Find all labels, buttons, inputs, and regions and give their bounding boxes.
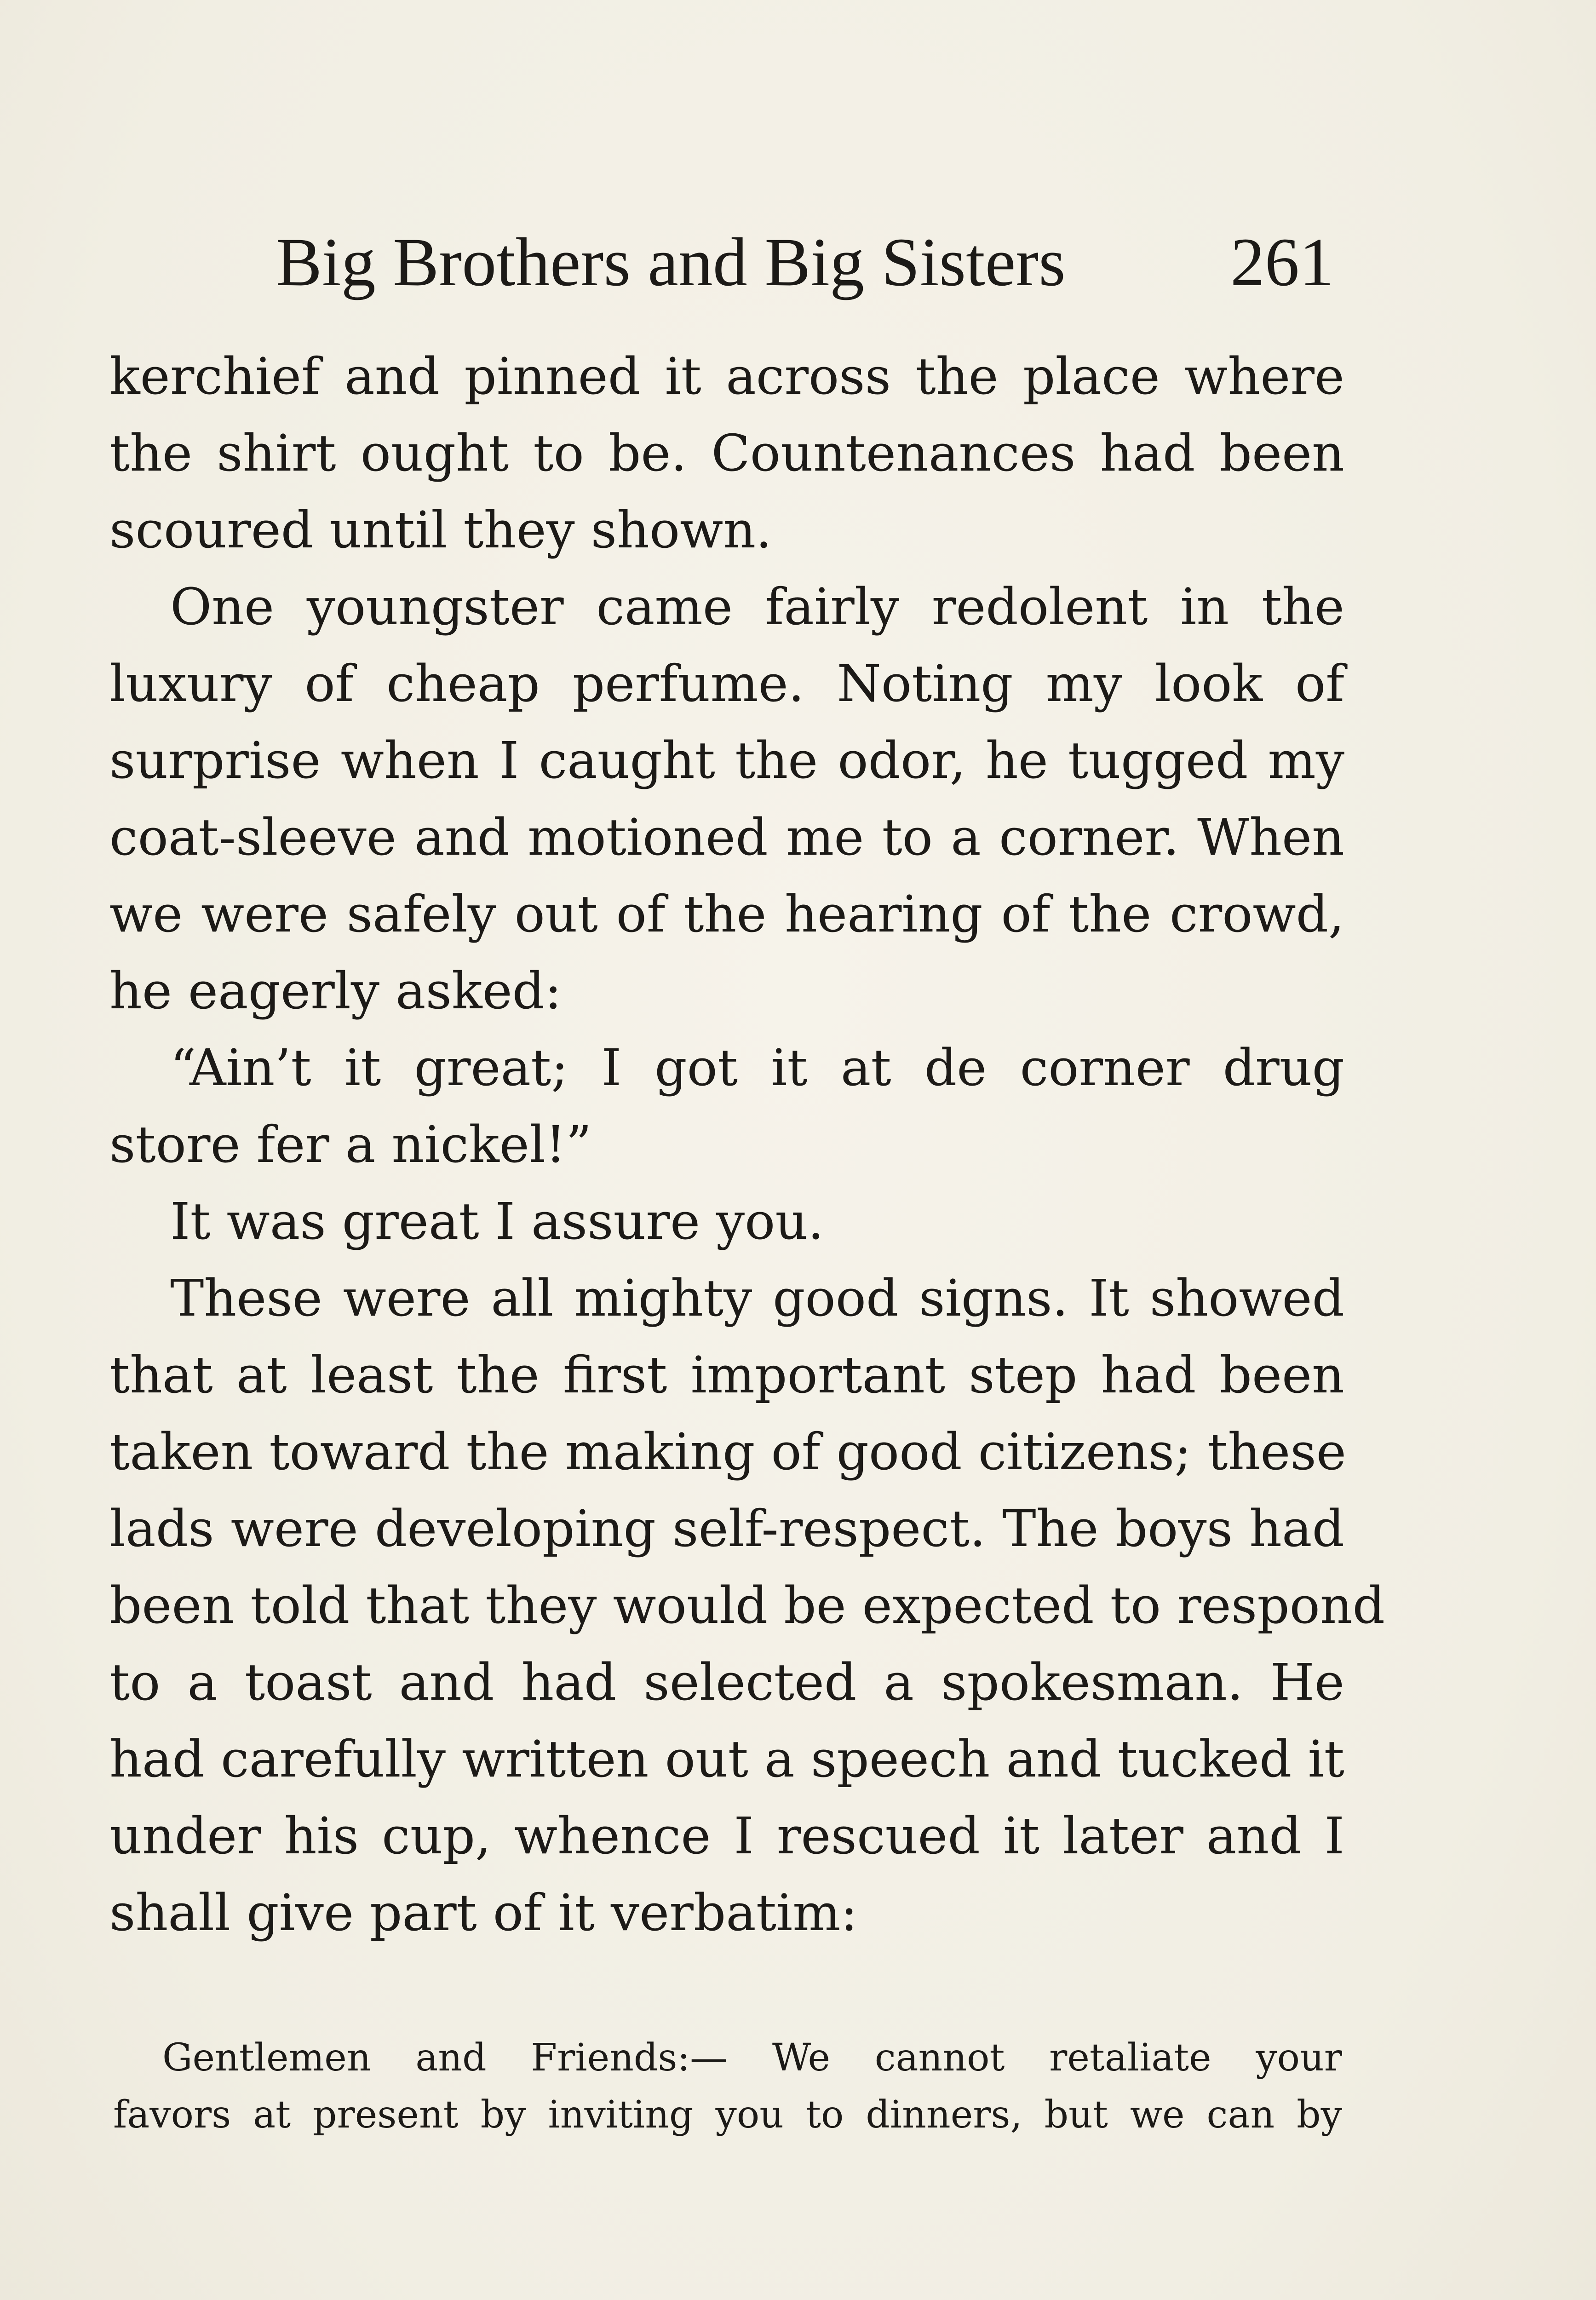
text-line: he eagerly asked: [109,961,562,1020]
page-number: 261 [1230,224,1334,300]
excerpt-line: favors at present by inviting you to dinners, but we can by [113,2093,1342,2137]
text-line: that at least the first important step had been [109,1346,1344,1404]
text-line: One youngster came fairly redolent in the [170,577,1344,636]
running-title: Big Brothers and Big Sisters [276,224,1066,300]
text-line: scoured until they shown. [109,500,772,559]
text-line: surprise when I caught the odor, he tugged my [109,731,1344,790]
text-line: “Ain’t it great; I got it at de corner drug [170,1038,1344,1097]
text-line: lads were developing self-respect. The boys had [109,1499,1344,1558]
text-line: we were safely out of the hearing of the crowd, [109,885,1344,943]
text-line: These were all mighty good signs. It showed [170,1269,1344,1328]
text-line: luxury of cheap perfume. Noting my look of [109,654,1344,713]
text-line: been told that they would be expected to respond [109,1576,1385,1635]
text-line: had carefully written out a speech and tucked it [109,1730,1344,1788]
excerpt-line: Gentlemen and Friends:— We cannot retaliate your [162,2036,1342,2080]
text-line: coat-sleeve and motioned me to a corner. When [109,808,1344,867]
text-line: store fer a nickel!” [109,1115,592,1174]
speech-excerpt [113,2030,1342,2144]
text-line: under his cup, whence I rescued it later and I [109,1806,1344,1865]
text-line: kerchief and pinned it across the place where [109,347,1344,406]
text-line: the shirt ought to be. Countenances had been [109,424,1344,483]
text-line: shall give part of it verbatim: [109,1883,858,1942]
body-text [109,338,1385,1951]
text-line: taken toward the making of good citizens; these [109,1422,1346,1481]
text-line: It was great I assure you. [170,1192,824,1251]
text-line: to a toast and had selected a spokesman. He [109,1653,1344,1712]
